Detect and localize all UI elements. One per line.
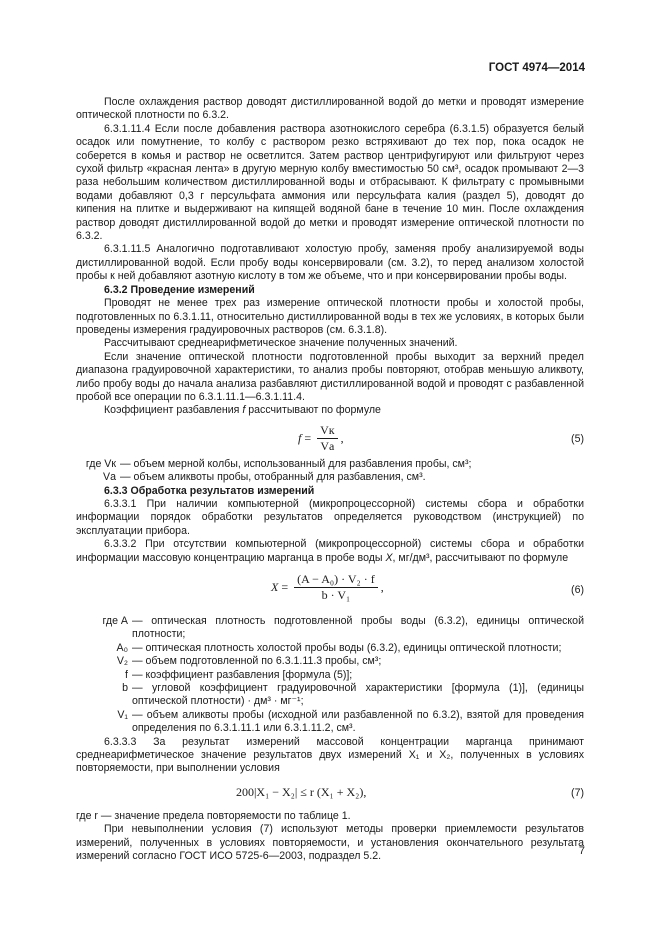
paragraph: [76, 538, 584, 565]
definition-text: — объем подготовленной по 6.3.1.11.3 пробы, см³;: [132, 655, 382, 668]
formula-body: X = $\frac{\text{(A − A₀) · V₂ · f}}{\text{b · V₁}}$ ,: [271, 572, 384, 603]
definition-symbol: где A: [102, 615, 128, 627]
definition-text: — объем аликвоты пробы, отобранный для разбавления, см³.: [120, 471, 426, 484]
text-run: , мг/дм³, рассчитывают по формуле: [392, 551, 569, 564]
formula-number: (5): [571, 432, 584, 445]
numerator: Vк: [317, 424, 338, 439]
definition-row: [76, 615, 584, 642]
fraction: [294, 573, 378, 603]
definitions-list: [76, 458, 584, 485]
definition-row: [76, 642, 584, 655]
text-run: 6.3.3.2 При отсутствии компьютерной (микропроцессорной) системы сбора и обработки информации массовую концентрацию марганца в пробе воды: [76, 538, 584, 564]
formula-lhs: f: [298, 430, 302, 445]
page-content: [76, 96, 584, 864]
definition-text: — угловой коэффициент градуировочной характеристики [формула (1)], (единицы оптической плотности) · дм³ · мг⁻¹;: [132, 682, 584, 708]
paragraph: После охлаждения раствор доводят дистиллированной водой до метки и проводят измерение оптической плотности по 6.3.2.: [76, 96, 584, 122]
definition-symbol: A₀: [116, 641, 128, 654]
definition-text: — коэффициент разбавления [формула (5)];: [132, 668, 353, 681]
variable: f: [242, 404, 246, 417]
paragraph: Если значение оптической плотности подготовленной пробы выходит за верхний предел диапазона градуировочной характеристики, то анализ пробы повторяют, отобрав меньшую аликвоту, либо пробу воды до начала анализа разбавляют дистиллированной водой и проводят с разбавленной пробой все операции по 6.3.1.11.1—6.3.1.11.4.: [76, 350, 584, 403]
paragraph: [76, 404, 584, 417]
definition-row: [76, 458, 584, 471]
paragraph: 6.3.3.3 За результат измерений массовой концентрации марганца принимают среднеарифметическое значение результатов двух измерений X₁ и X₂, полученных в условиях повторяемости, при выполнении условия: [76, 735, 584, 775]
numerator: (A − A₀) · V₂ · f: [294, 573, 378, 588]
definition-symbol: Vа: [103, 471, 116, 484]
definition-symbol: V₁: [117, 708, 128, 721]
definition-text: — объем аликвоты пробы (исходной или разбавленной по 6.3.2), взятой для проведения определения по 6.3.1.11.1 или 6.3.1.11.2, см³.: [132, 708, 584, 735]
definition-text: — оптическая плотность холостой пробы воды (6.3.2), единицы оптической плотности;: [132, 641, 562, 654]
definition-symbol: b: [122, 682, 128, 695]
formula-body: f = $\frac{Vк}{Vа}$ ,: [298, 422, 344, 454]
definition-symbol: f: [125, 668, 128, 681]
formula-number: (6): [571, 584, 584, 596]
definition-row: [76, 471, 584, 484]
definitions-list: [76, 615, 584, 736]
paragraph: Рассчитывают среднеарифметическое значение полученных значений.: [104, 337, 458, 350]
definition-row: [76, 709, 584, 736]
standard-header: ГОСТ 4974—2014: [488, 62, 585, 74]
formula-6: [76, 571, 584, 611]
page-number: 7: [578, 845, 585, 857]
formula-7: [76, 782, 584, 806]
paragraph: При невыполнении условия (7) используют методы проверки приемлемости результатов измерений, полученных в условиях повторяемости, и установления окончательного результата измерений согласно ГОСТ ИСО 5725-6—2003, подраздел 5.2.: [76, 823, 584, 863]
paragraph: Проводят не менее трех раз измерение оптической плотности пробы и холостой пробы, подготовленных по 6.3.1.11, относительно дистиллированной воды в тех же условиях, в которых были проведены измерения градуировочных растворов (см. 6.3.1.8).: [76, 297, 584, 336]
definition-paragraph: где r — значение предела повторяемости по таблице 1.: [76, 809, 351, 822]
formula-body: 200|X₁ − X₂| ≤ r (X₁ + X₂),: [236, 784, 367, 799]
fraction: [317, 424, 338, 454]
definition-text: — оптическая плотность подготовленной пробы воды (6.3.2), единицы оптической плотности;: [132, 615, 584, 641]
text-run: рассчитывают по формуле: [245, 404, 381, 417]
definition-row: [76, 669, 584, 682]
definition-symbol: где Vк: [85, 457, 116, 470]
definition-symbol: V₂: [116, 655, 128, 668]
formula-number: (7): [571, 786, 584, 799]
definition-row: [76, 655, 584, 668]
text-run: Коэффициент разбавления: [104, 404, 243, 417]
denominator: Vа: [320, 439, 335, 454]
paragraph: 6.3.1.11.5 Аналогично подготавливают холостую пробу, заменяя пробу анализируемой воды дистиллированной водой. Если пробу воды консервировали (см. 3.2), то перед анализом холостой пробы к ней добавляют азотную кислоту в том же объеме, что и при консервировании пробы воды.: [76, 243, 584, 283]
definition-text: — объем мерной колбы, использованный для разбавления пробы, см³;: [120, 457, 472, 470]
paragraph: 6.3.3.1 При наличии компьютерной (микропроцессорной) системы сбора и обработки информации порядок обработки результатов определяется руководством (инструкцией) по эксплуатации прибора.: [76, 497, 584, 537]
definition-row: [76, 682, 584, 709]
section-heading: 6.3.2 Проведение измерений: [104, 283, 255, 296]
section-heading: 6.3.3 Обработка результатов измерений: [104, 484, 315, 497]
denominator: b · V₁: [321, 588, 351, 603]
variable: X: [385, 551, 393, 564]
formula-lhs: X: [271, 580, 279, 595]
formula-5: [76, 424, 584, 454]
paragraph: 6.3.1.11.4 Если после добавления раствора азотнокислого серебра (6.3.1.5) образуется белый осадок или помутнение, то колбу с раствором резко встряхивают до тех пор, пока осадок не соберется в комья и раствор не осветлится. Затем раствор центрифугируют или фильтруют через сухой фильтр «красная лента» в другую мерную колбу вместимостью 50 см³, осадок промывают 2—3 раза небольшим количеством дистиллированной воды и отбрасывают. К фильтрату с промывными водами добавляют 0,3 г персульфата аммония или персульфата калия (раздел 5), доводят до кипения на плитке и выдерживают на кипящей водяной бане в течение 10 мин. После охлаждения раствор доводят дистиллированной водой до метки и проводят измерение оптической плотности по 6.3.2.: [76, 122, 584, 243]
